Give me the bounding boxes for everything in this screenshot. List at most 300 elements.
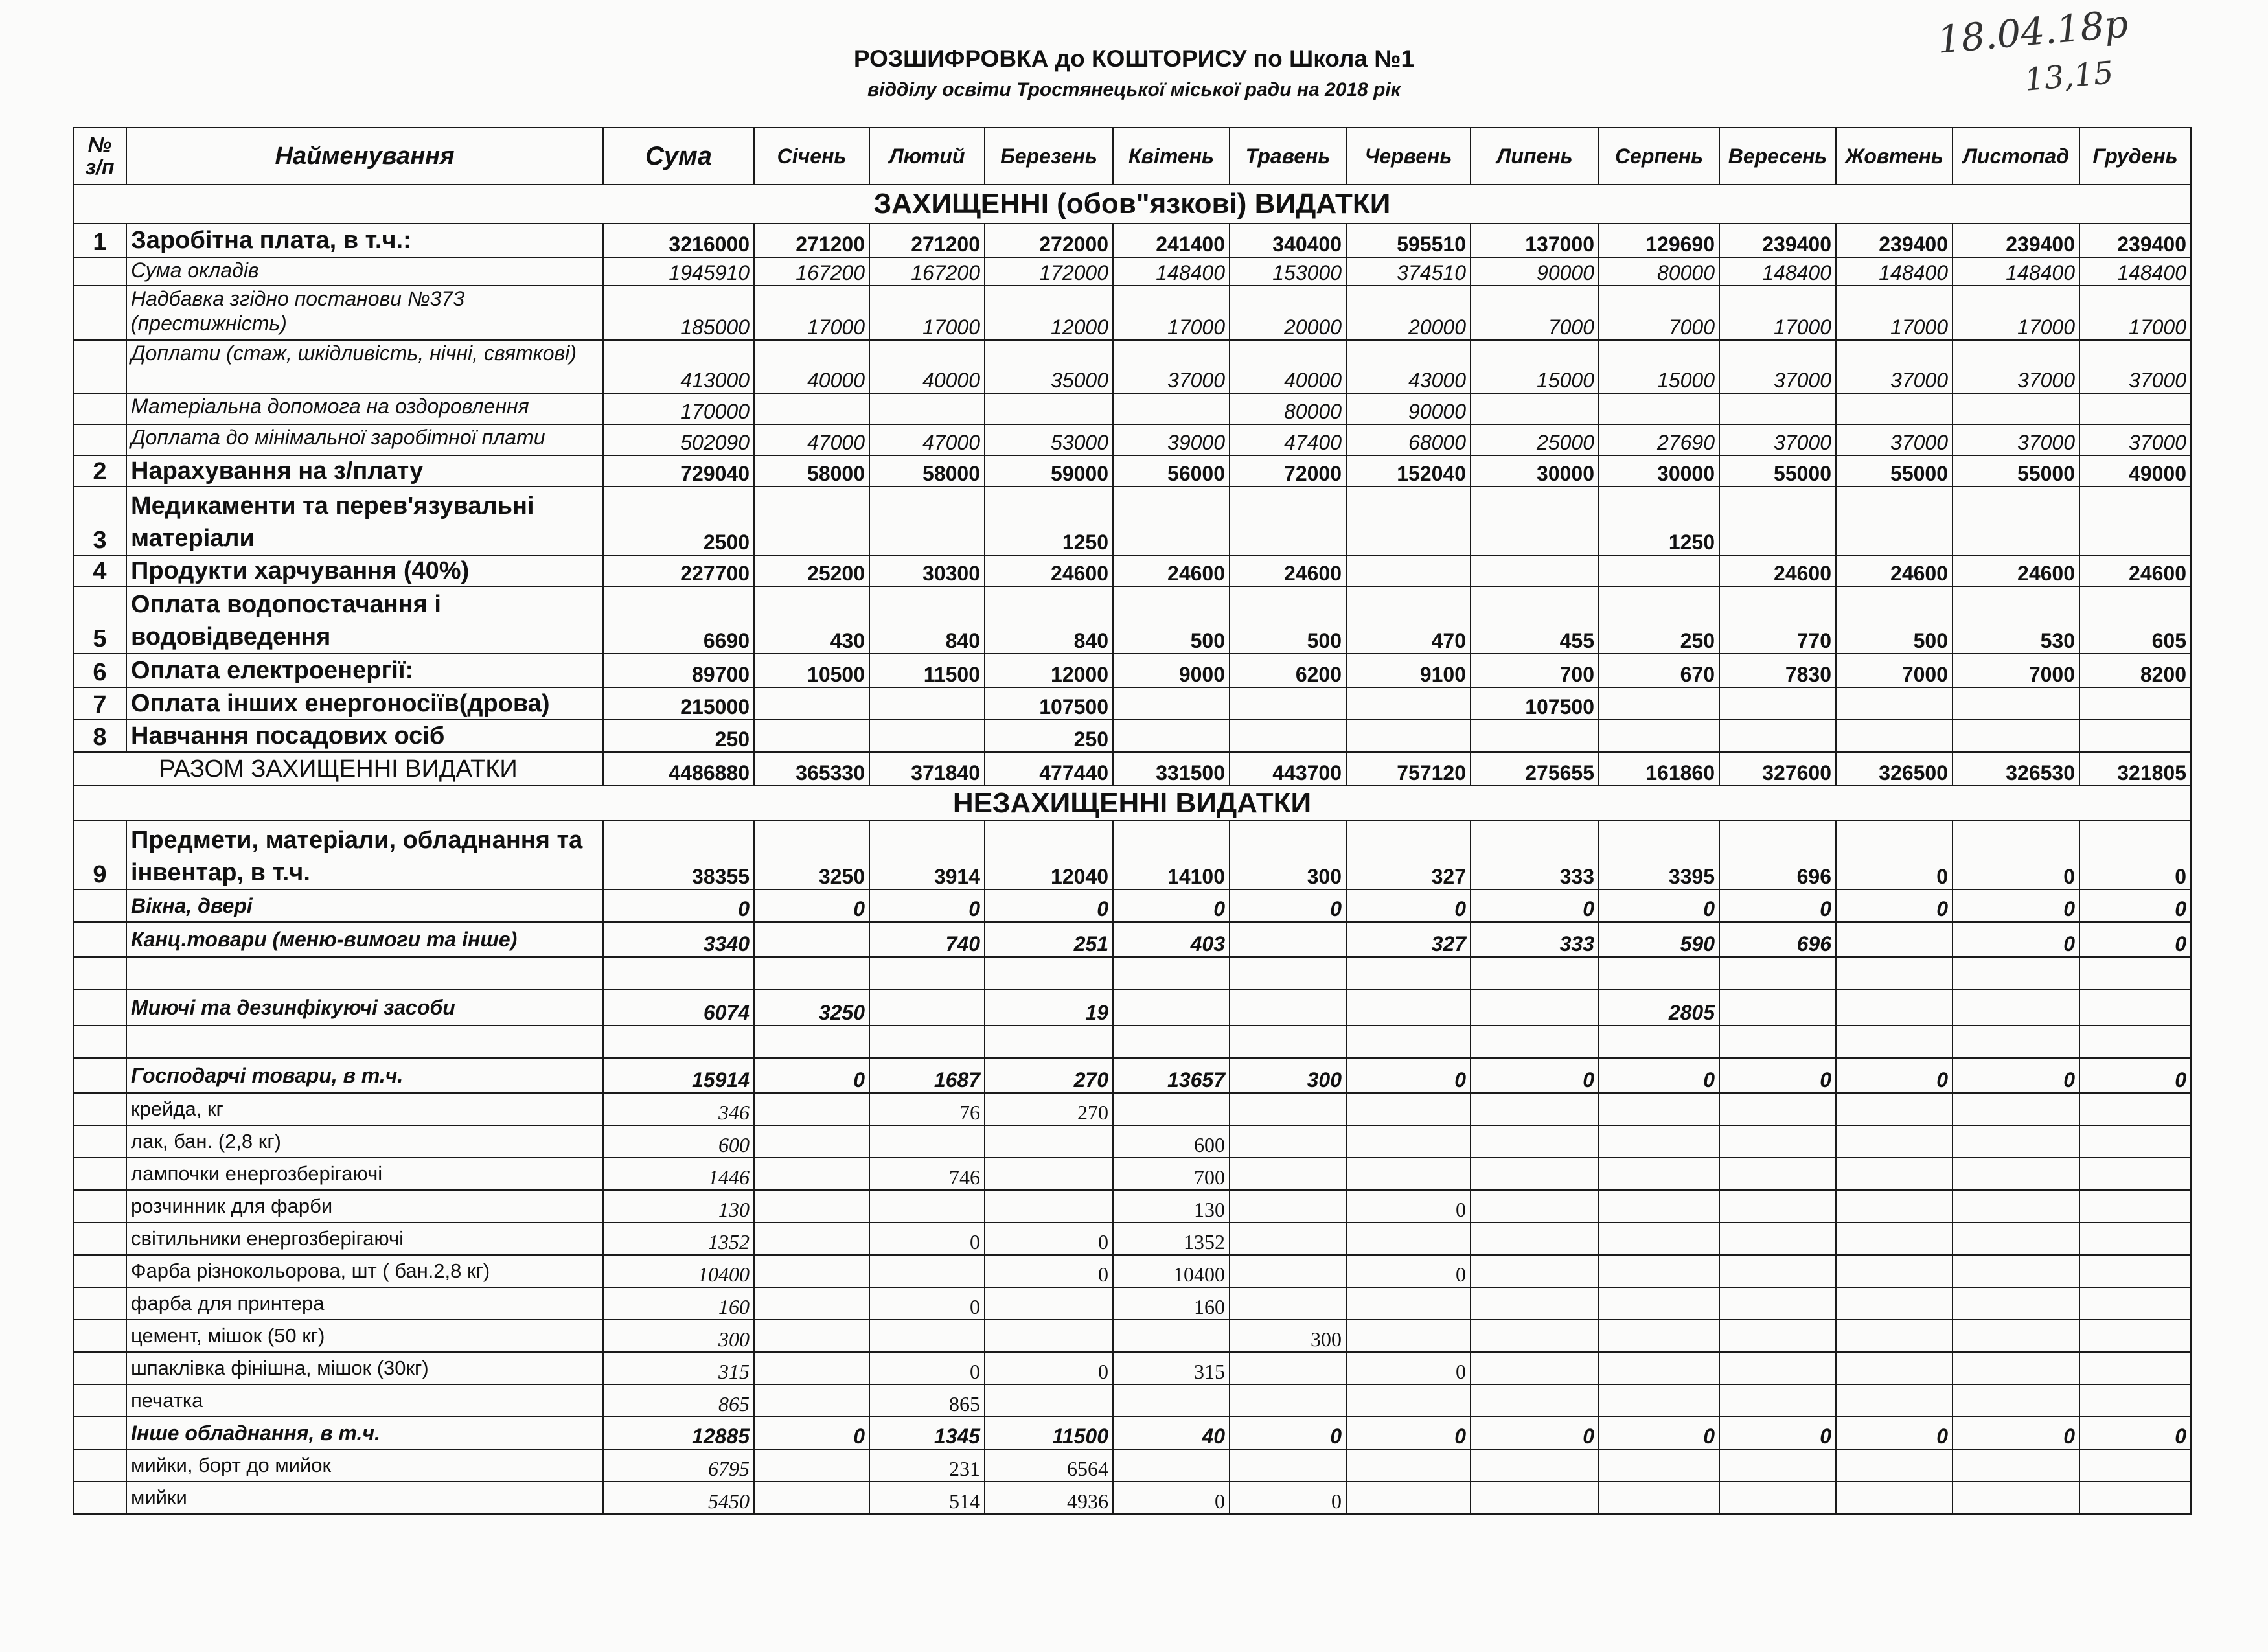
month-cell (869, 393, 985, 424)
month-cell: 0 (1346, 1255, 1471, 1287)
row-sum: 12885 (603, 1417, 754, 1449)
month-cell (1346, 1093, 1471, 1125)
month-cell: 10500 (754, 654, 869, 687)
month-cell (1471, 989, 1599, 1026)
month-cell (1719, 1482, 1836, 1514)
month-cell (1599, 1222, 1719, 1255)
row-sum: 10400 (603, 1255, 754, 1287)
month-cell (1346, 1320, 1471, 1352)
month-cell (754, 1352, 869, 1384)
month-cell (1346, 1125, 1471, 1158)
month-cell (1471, 957, 1599, 989)
month-cell (1113, 687, 1230, 720)
month-cell: 326530 (1953, 752, 2079, 786)
month-cell: 58000 (869, 455, 985, 487)
month-cell (2079, 1222, 2191, 1255)
col-header-sum: Сума (603, 128, 754, 185)
row-index (73, 1222, 126, 1255)
row-index (73, 340, 126, 393)
row-name: печатка (126, 1384, 603, 1417)
row-name: шпаклівка фінішна, мішок (30кг) (126, 1352, 603, 1384)
row-sum: 5450 (603, 1482, 754, 1514)
month-cell (1953, 989, 2079, 1026)
month-cell (1719, 393, 1836, 424)
month-cell: 1250 (985, 487, 1113, 555)
month-cell (1346, 1222, 1471, 1255)
month-cell (1113, 487, 1230, 555)
row-sum: 3340 (603, 922, 754, 957)
month-cell (1953, 1352, 2079, 1384)
month-cell: 107500 (1471, 687, 1599, 720)
month-cell (1599, 1320, 1719, 1352)
month-cell (1471, 1255, 1599, 1287)
month-cell (1599, 687, 1719, 720)
month-cell: 0 (1836, 1417, 1953, 1449)
month-cell (985, 393, 1113, 424)
month-cell: 17000 (2079, 286, 2191, 340)
month-cell: 20000 (1346, 286, 1471, 340)
month-cell (1471, 1222, 1599, 1255)
row-sum: 38355 (603, 821, 754, 889)
month-cell (1113, 957, 1230, 989)
month-cell (1719, 1255, 1836, 1287)
row-sum: 4486880 (603, 752, 754, 786)
month-cell (1953, 1384, 2079, 1417)
month-cell: 0 (1471, 1058, 1599, 1093)
col-header-month: Жовтень (1836, 128, 1953, 185)
month-cell: 58000 (754, 455, 869, 487)
table-row (73, 1158, 2191, 1190)
row-name (126, 957, 603, 989)
month-cell: 0 (869, 1222, 985, 1255)
month-cell (754, 393, 869, 424)
row-sum: 502090 (603, 424, 754, 455)
month-cell (1599, 1449, 1719, 1482)
month-cell: 271200 (754, 224, 869, 257)
month-cell (1836, 1125, 1953, 1158)
row-sum: 315 (603, 1352, 754, 1384)
month-cell: 12040 (985, 821, 1113, 889)
row-sum (603, 957, 754, 989)
row-index (73, 989, 126, 1026)
month-cell: 76 (869, 1093, 985, 1125)
month-cell: 443700 (1230, 752, 1346, 786)
month-cell (1719, 1125, 1836, 1158)
month-cell: 13657 (1113, 1058, 1230, 1093)
budget-table (73, 127, 2192, 1515)
month-cell (1953, 1190, 2079, 1222)
month-cell: 47000 (869, 424, 985, 455)
month-cell (1599, 1190, 1719, 1222)
month-cell: 130 (1113, 1190, 1230, 1222)
month-cell (1719, 1222, 1836, 1255)
month-cell: 514 (869, 1482, 985, 1514)
month-cell (985, 1026, 1113, 1058)
row-name: Миючі та дезинфікуючі засоби (126, 989, 603, 1026)
row-name (126, 1026, 603, 1058)
table-row (73, 1352, 2191, 1384)
month-cell (1471, 1287, 1599, 1320)
row-index: 9 (73, 821, 126, 889)
month-cell: 40000 (754, 340, 869, 393)
document-subtitle: відділу освіти Тростянецької міської ради на 2018 рік (867, 79, 1401, 100)
month-cell: 152040 (1346, 455, 1471, 487)
row-name: Оплата водопостачання і водовідведення (126, 586, 603, 654)
month-cell: 272000 (985, 224, 1113, 257)
row-index (73, 889, 126, 922)
row-index (73, 1158, 126, 1190)
month-cell: 37000 (1113, 340, 1230, 393)
month-cell: 43000 (1346, 340, 1471, 393)
month-cell: 37000 (1953, 340, 2079, 393)
month-cell (754, 922, 869, 957)
month-cell: 300 (1230, 1058, 1346, 1093)
month-cell (2079, 1093, 2191, 1125)
month-cell: 40000 (869, 340, 985, 393)
month-cell: 17000 (1836, 286, 1953, 340)
row-name: мийки (126, 1482, 603, 1514)
month-cell (1346, 1158, 1471, 1190)
row-index (73, 1320, 126, 1352)
month-cell: 24600 (1836, 555, 1953, 586)
month-cell: 0 (1230, 889, 1346, 922)
month-cell: 0 (1230, 1482, 1346, 1514)
row-sum: 6074 (603, 989, 754, 1026)
month-cell (1113, 1093, 1230, 1125)
month-cell (1836, 1352, 1953, 1384)
month-cell (2079, 1190, 2191, 1222)
month-cell: 0 (1346, 1190, 1471, 1222)
month-cell (1113, 1384, 1230, 1417)
month-cell: 12000 (985, 286, 1113, 340)
month-cell: 7000 (1953, 654, 2079, 687)
month-cell (1836, 720, 1953, 752)
month-cell (1836, 1255, 1953, 1287)
month-cell: 275655 (1471, 752, 1599, 786)
month-cell: 696 (1719, 821, 1836, 889)
month-cell (1719, 1449, 1836, 1482)
month-cell: 7000 (1471, 286, 1599, 340)
month-cell: 600 (1113, 1125, 1230, 1158)
row-sum: 185000 (603, 286, 754, 340)
month-cell (1471, 1449, 1599, 1482)
month-cell (1113, 1026, 1230, 1058)
row-name: Фарба різнокольорова, шт ( бан.2,8 кг) (126, 1255, 603, 1287)
month-cell: 0 (1346, 1417, 1471, 1449)
month-cell: 590 (1599, 922, 1719, 957)
month-cell: 55000 (1953, 455, 2079, 487)
month-cell: 0 (1953, 1058, 2079, 1093)
row-index (73, 1093, 126, 1125)
month-cell: 326500 (1836, 752, 1953, 786)
month-cell (1113, 1449, 1230, 1482)
month-cell (1346, 1287, 1471, 1320)
row-index (73, 257, 126, 286)
row-name: Надбавка згідно постанови №373 (престижність) (126, 286, 603, 340)
section-header-row (73, 786, 2191, 821)
month-cell (2079, 957, 2191, 989)
month-cell: 37000 (1836, 340, 1953, 393)
table-row (73, 1384, 2191, 1417)
month-cell: 25200 (754, 555, 869, 586)
month-cell (1599, 1384, 1719, 1417)
month-cell (1599, 1093, 1719, 1125)
month-cell (754, 720, 869, 752)
month-cell (1346, 989, 1471, 1026)
month-cell (1836, 1158, 1953, 1190)
month-cell (1719, 687, 1836, 720)
row-index: 6 (73, 654, 126, 687)
row-sum: 170000 (603, 393, 754, 424)
col-header-month: Квітень (1113, 128, 1230, 185)
month-cell (1230, 1190, 1346, 1222)
month-cell: 37000 (2079, 340, 2191, 393)
month-cell: 160 (1113, 1287, 1230, 1320)
row-index: 3 (73, 487, 126, 555)
col-header-month: Травень (1230, 128, 1346, 185)
month-cell: 477440 (985, 752, 1113, 786)
month-cell (1719, 957, 1836, 989)
month-cell: 24600 (2079, 555, 2191, 586)
month-cell: 270 (985, 1093, 1113, 1125)
month-cell (985, 1158, 1113, 1190)
month-cell (2079, 1482, 2191, 1514)
month-cell: 24600 (1719, 555, 1836, 586)
table-row (73, 286, 2191, 340)
month-cell: 148400 (2079, 257, 2191, 286)
month-cell (1719, 1320, 1836, 1352)
month-cell: 865 (869, 1384, 985, 1417)
month-cell (1719, 1190, 1836, 1222)
table-row (73, 555, 2191, 586)
row-sum: 1446 (603, 1158, 754, 1190)
month-cell: 47000 (754, 424, 869, 455)
month-cell: 530 (1953, 586, 2079, 654)
month-cell: 172000 (985, 257, 1113, 286)
month-cell: 455 (1471, 586, 1599, 654)
month-cell: 90000 (1471, 257, 1599, 286)
month-cell: 17000 (869, 286, 985, 340)
month-cell: 1250 (1599, 487, 1719, 555)
month-cell: 331500 (1113, 752, 1230, 786)
month-cell (1599, 1255, 1719, 1287)
table-row (73, 257, 2191, 286)
month-cell (754, 1222, 869, 1255)
month-cell: 500 (1836, 586, 1953, 654)
row-index (73, 922, 126, 957)
month-cell: 107500 (985, 687, 1113, 720)
month-cell (1346, 1482, 1471, 1514)
month-cell: 40 (1113, 1417, 1230, 1449)
row-sum: 1352 (603, 1222, 754, 1255)
month-cell (2079, 1384, 2191, 1417)
month-cell: 1345 (869, 1417, 985, 1449)
month-cell (1471, 1482, 1599, 1514)
month-cell: 11500 (869, 654, 985, 687)
table-row (73, 687, 2191, 720)
month-cell: 0 (1953, 922, 2079, 957)
month-cell: 0 (1471, 1417, 1599, 1449)
month-cell: 30300 (869, 555, 985, 586)
month-cell (1230, 957, 1346, 989)
month-cell (985, 1384, 1113, 1417)
month-cell: 670 (1599, 654, 1719, 687)
month-cell: 770 (1719, 586, 1836, 654)
month-cell (754, 1320, 869, 1352)
row-sum: 3216000 (603, 224, 754, 257)
month-cell (1471, 720, 1599, 752)
month-cell (1113, 720, 1230, 752)
month-cell: 30000 (1471, 455, 1599, 487)
month-cell: 14100 (1113, 821, 1230, 889)
month-cell (869, 1320, 985, 1352)
col-header-month: Січень (754, 128, 869, 185)
month-cell (869, 957, 985, 989)
section-header-row (73, 185, 2191, 224)
month-cell (1836, 1093, 1953, 1125)
month-cell: 11500 (985, 1417, 1113, 1449)
month-cell: 137000 (1471, 224, 1599, 257)
handwritten-date: 18.04.18р (1935, 1, 2130, 62)
row-index (73, 1352, 126, 1384)
month-cell (1471, 1093, 1599, 1125)
month-cell: 757120 (1346, 752, 1471, 786)
month-cell (2079, 1449, 2191, 1482)
month-cell: 7830 (1719, 654, 1836, 687)
month-cell (1953, 487, 2079, 555)
month-cell: 3914 (869, 821, 985, 889)
month-cell: 270 (985, 1058, 1113, 1093)
month-cell: 333 (1471, 922, 1599, 957)
month-cell: 374510 (1346, 257, 1471, 286)
month-cell: 0 (754, 1417, 869, 1449)
month-cell (2079, 1255, 2191, 1287)
month-cell: 239400 (1719, 224, 1836, 257)
month-cell: 0 (1719, 1058, 1836, 1093)
month-cell: 0 (2079, 1417, 2191, 1449)
row-name: Навчання посадових осіб (126, 720, 603, 752)
month-cell: 24600 (985, 555, 1113, 586)
row-name: Предмети, матеріали, обладнання та інвентар, в т.ч. (126, 821, 603, 889)
month-cell: 0 (1113, 889, 1230, 922)
row-sum: 865 (603, 1384, 754, 1417)
month-cell (1346, 720, 1471, 752)
month-cell: 17000 (1719, 286, 1836, 340)
month-cell: 0 (1953, 821, 2079, 889)
month-cell: 148400 (1836, 257, 1953, 286)
month-cell (1953, 1158, 2079, 1190)
month-cell: 37000 (1719, 340, 1836, 393)
month-cell (1953, 687, 2079, 720)
month-cell: 55000 (1836, 455, 1953, 487)
month-cell: 90000 (1346, 393, 1471, 424)
table-row (73, 586, 2191, 654)
month-cell: 0 (869, 1287, 985, 1320)
month-cell (985, 1190, 1113, 1222)
month-cell (1346, 1449, 1471, 1482)
month-cell: 0 (2079, 1058, 2191, 1093)
month-cell (1599, 1352, 1719, 1384)
month-cell: 746 (869, 1158, 985, 1190)
month-cell: 371840 (869, 752, 985, 786)
row-sum: 89700 (603, 654, 754, 687)
month-cell: 430 (754, 586, 869, 654)
month-cell: 0 (2079, 922, 2191, 957)
month-cell (869, 687, 985, 720)
month-cell: 17000 (754, 286, 869, 340)
table-row (73, 989, 2191, 1026)
month-cell (1346, 1384, 1471, 1417)
row-sum: 130 (603, 1190, 754, 1222)
month-cell (754, 1287, 869, 1320)
month-cell (2079, 1320, 2191, 1352)
month-cell (1230, 922, 1346, 957)
month-cell (1836, 1287, 1953, 1320)
table-row (73, 720, 2191, 752)
month-cell (1230, 1158, 1346, 1190)
table-row (73, 1417, 2191, 1449)
total-row (73, 752, 2191, 786)
month-cell: 0 (1346, 889, 1471, 922)
month-cell (1471, 1352, 1599, 1384)
row-name: лак, бан. (2,8 кг) (126, 1125, 603, 1158)
month-cell (2079, 989, 2191, 1026)
month-cell: 24600 (1113, 555, 1230, 586)
month-cell (1346, 1026, 1471, 1058)
month-cell (2079, 393, 2191, 424)
month-cell: 0 (1953, 1417, 2079, 1449)
row-name: розчинник для фарби (126, 1190, 603, 1222)
month-cell (1599, 555, 1719, 586)
table-row (73, 224, 2191, 257)
month-cell: 605 (2079, 586, 2191, 654)
month-cell (1719, 1093, 1836, 1125)
month-cell: 129690 (1599, 224, 1719, 257)
table-row (73, 1093, 2191, 1125)
month-cell (1230, 1255, 1346, 1287)
row-index: 4 (73, 555, 126, 586)
month-cell (1836, 487, 1953, 555)
month-cell (754, 1482, 869, 1514)
month-cell (1953, 1255, 2079, 1287)
month-cell (1953, 393, 2079, 424)
month-cell (754, 1125, 869, 1158)
col-header-month: Серпень (1599, 128, 1719, 185)
table-row (73, 455, 2191, 487)
month-cell (1836, 1384, 1953, 1417)
month-cell (869, 1125, 985, 1158)
table-row (73, 1026, 2191, 1058)
month-cell (1836, 1449, 1953, 1482)
month-cell (1346, 687, 1471, 720)
month-cell (2079, 1125, 2191, 1158)
table-row (73, 393, 2191, 424)
document-title: РОЗШИФРОВКА до КОШТОРИСУ по Школа №1 (853, 45, 1415, 72)
row-name: Матеріальна допомога на оздоровлення (126, 393, 603, 424)
table-row (73, 487, 2191, 555)
month-cell: 0 (1599, 1417, 1719, 1449)
month-cell (1599, 1026, 1719, 1058)
col-header-month: Березень (985, 128, 1113, 185)
month-cell: 24600 (1230, 555, 1346, 586)
month-cell (869, 1255, 985, 1287)
month-cell: 700 (1471, 654, 1599, 687)
row-name: Вікна, двері (126, 889, 603, 922)
month-cell (1346, 957, 1471, 989)
month-cell (754, 1255, 869, 1287)
month-cell (2079, 487, 2191, 555)
row-sum: 227700 (603, 555, 754, 586)
